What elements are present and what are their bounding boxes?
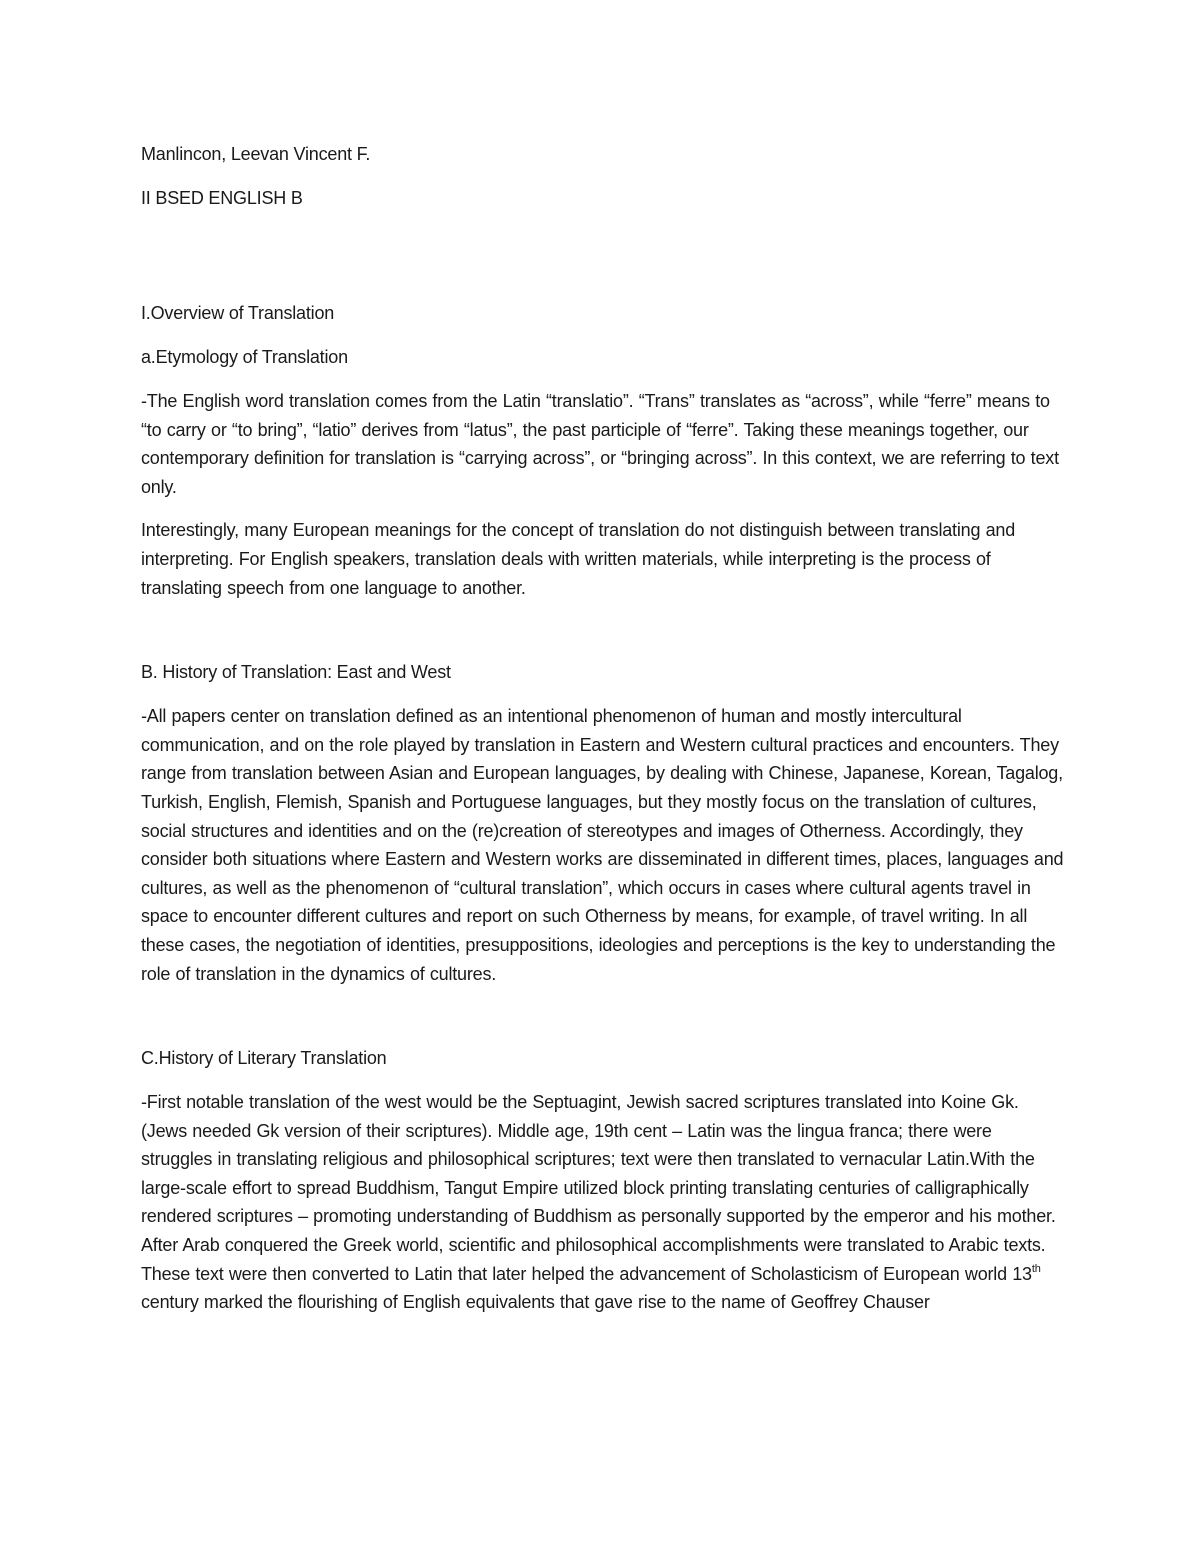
- course-section: II BSED ENGLISH B: [141, 188, 303, 208]
- ordinal-superscript: th: [1031, 1262, 1041, 1275]
- document-body: [141, 140, 1066, 1332]
- spacer: [141, 617, 1066, 658]
- literary-history-text-continued: century marked the flourishing of English equivalents that gave rise to the name of Geoffrey Chauser: [141, 1292, 930, 1313]
- section-title-history-east-west: B. History of Translation: East and West: [141, 662, 451, 683]
- literary-history-paragraph: [141, 1088, 1066, 1317]
- author-name: Manlincon, Leevan Vincent F.: [141, 144, 371, 164]
- subsection-title-etymology: a.Etymology of Translation: [141, 347, 348, 367]
- etymology-paragraph: -The English word translation comes from the Latin “translatio”. “Trans” translates as “across”, while “ferre” means to “to carry or “to bring”, “latio” derives from “latus”, the past participle of “ferre”. Taking these meanings together, our contemporary definition for translation is “carrying across”, or “bringing across”. In this context, we are referring to text only.: [141, 391, 1059, 497]
- section-title-overview: I.Overview of Translation: [141, 303, 335, 323]
- history-east-west-paragraph: -All papers center on translation defined as an intentional phenomenon of human and mostly intercultural communication, and on the role played by translation in Eastern and Western cultural practices and encounters. They range from translation between Asian and European languages, by dealing with Chinese, Japanese, Korean, Tagalog, Turkish, English, Flemish, Spanish and Portuguese languages, but they mostly focus on the translation of cultures, social structures and identities and on the (re)creation of stereotypes and images of Otherness. Accordingly, they consider both situations where Eastern and Western works are disseminated in different times, places, languages and cultures, as well as the phenomenon of “cultural translation”, which occurs in cases where cultural agents travel in space to encounter different cultures and report on such Otherness by means, for example, of travel writing. In all these cases, the negotiation of identities, presuppositions, ideologies and perceptions is the key to understanding the role of translation in the dynamics of cultures.: [141, 706, 1064, 984]
- interpreting-paragraph: Interestingly, many European meanings for the concept of translation do not distinguish between translating and interpreting. For English speakers, translation deals with written materials, while interpreting is the process of translating speech from one language to another.: [141, 520, 1016, 598]
- spacer: [141, 1003, 1066, 1044]
- literary-history-text: -First notable translation of the west would be the Septuagint, Jewish sacred scriptures translated into Koine Gk. (Jews needed Gk version of their scriptures). Middle age, 19th cent – Latin was the lingua franca; there were struggles in translating religious and philosophical scriptures; text were then translated to vernacular Latin.With the large-scale effort to spread Buddhism, Tangut Empire utilized block printing translating centuries of calligraphically rendered scriptures – promoting understanding of Buddhism as personally supported by the emperor and his mother. After Arab conquered the Greek world, scientific and philosophical accomplishments were translated to Arabic texts. These text were then converted to Latin that later helped the advancement of Scholasticism of European world 13: [141, 1092, 1056, 1284]
- spacer: [141, 213, 1066, 299]
- section-title-literary-history: C.History of Literary Translation: [141, 1048, 387, 1069]
